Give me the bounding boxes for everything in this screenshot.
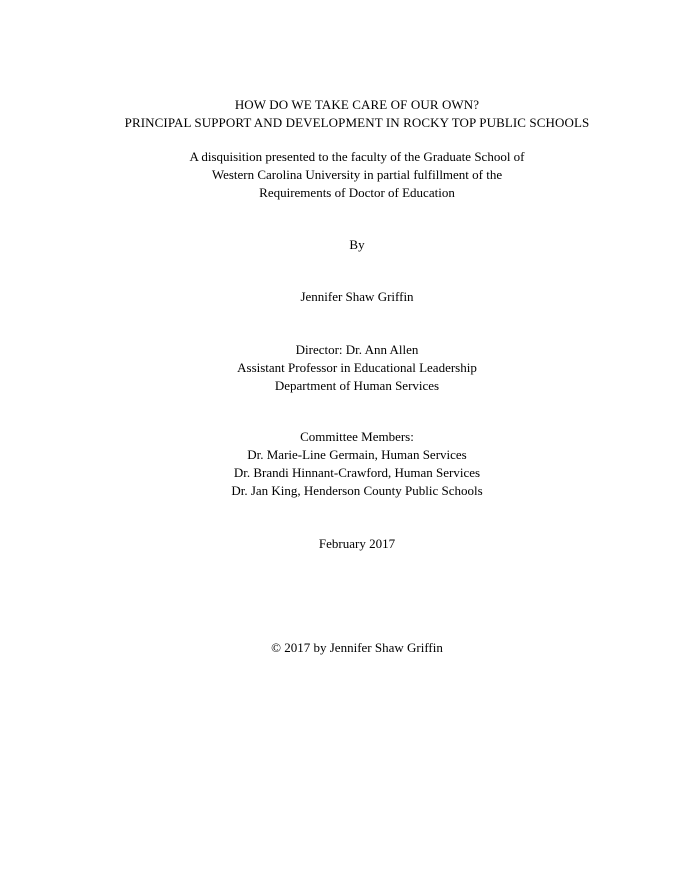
director-department: Department of Human Services [274,378,440,393]
director-line: Director: Dr. Ann Allen [295,342,419,357]
committee-member: Dr. Jan King, Henderson County Public Schools [231,483,483,498]
by-label: By [349,237,365,252]
submission-line-1: A disquisition presented to the faculty of the Graduate School of [189,149,525,164]
submission-line-2: Western Carolina University in partial fulfillment of the [211,167,503,182]
title-line-1: HOW DO WE TAKE CARE OF OUR OWN? [234,97,480,112]
author-name: Jennifer Shaw Griffin [300,289,414,304]
committee-heading: Committee Members: [300,429,414,444]
director-title: Assistant Professor in Educational Leadership [237,360,477,375]
submission-line-3: Requirements of Doctor of Education [259,185,455,200]
title-line-2: PRINCIPAL SUPPORT AND DEVELOPMENT IN ROCKY TOP PUBLIC SCHOOLS [124,115,590,130]
committee-member: Dr. Brandi Hinnant-Crawford, Human Services [233,465,481,480]
committee-member: Dr. Marie-Line Germain, Human Services [247,447,467,462]
copyright-notice: © 2017 by Jennifer Shaw Griffin [271,640,443,655]
date: February 2017 [318,536,396,551]
